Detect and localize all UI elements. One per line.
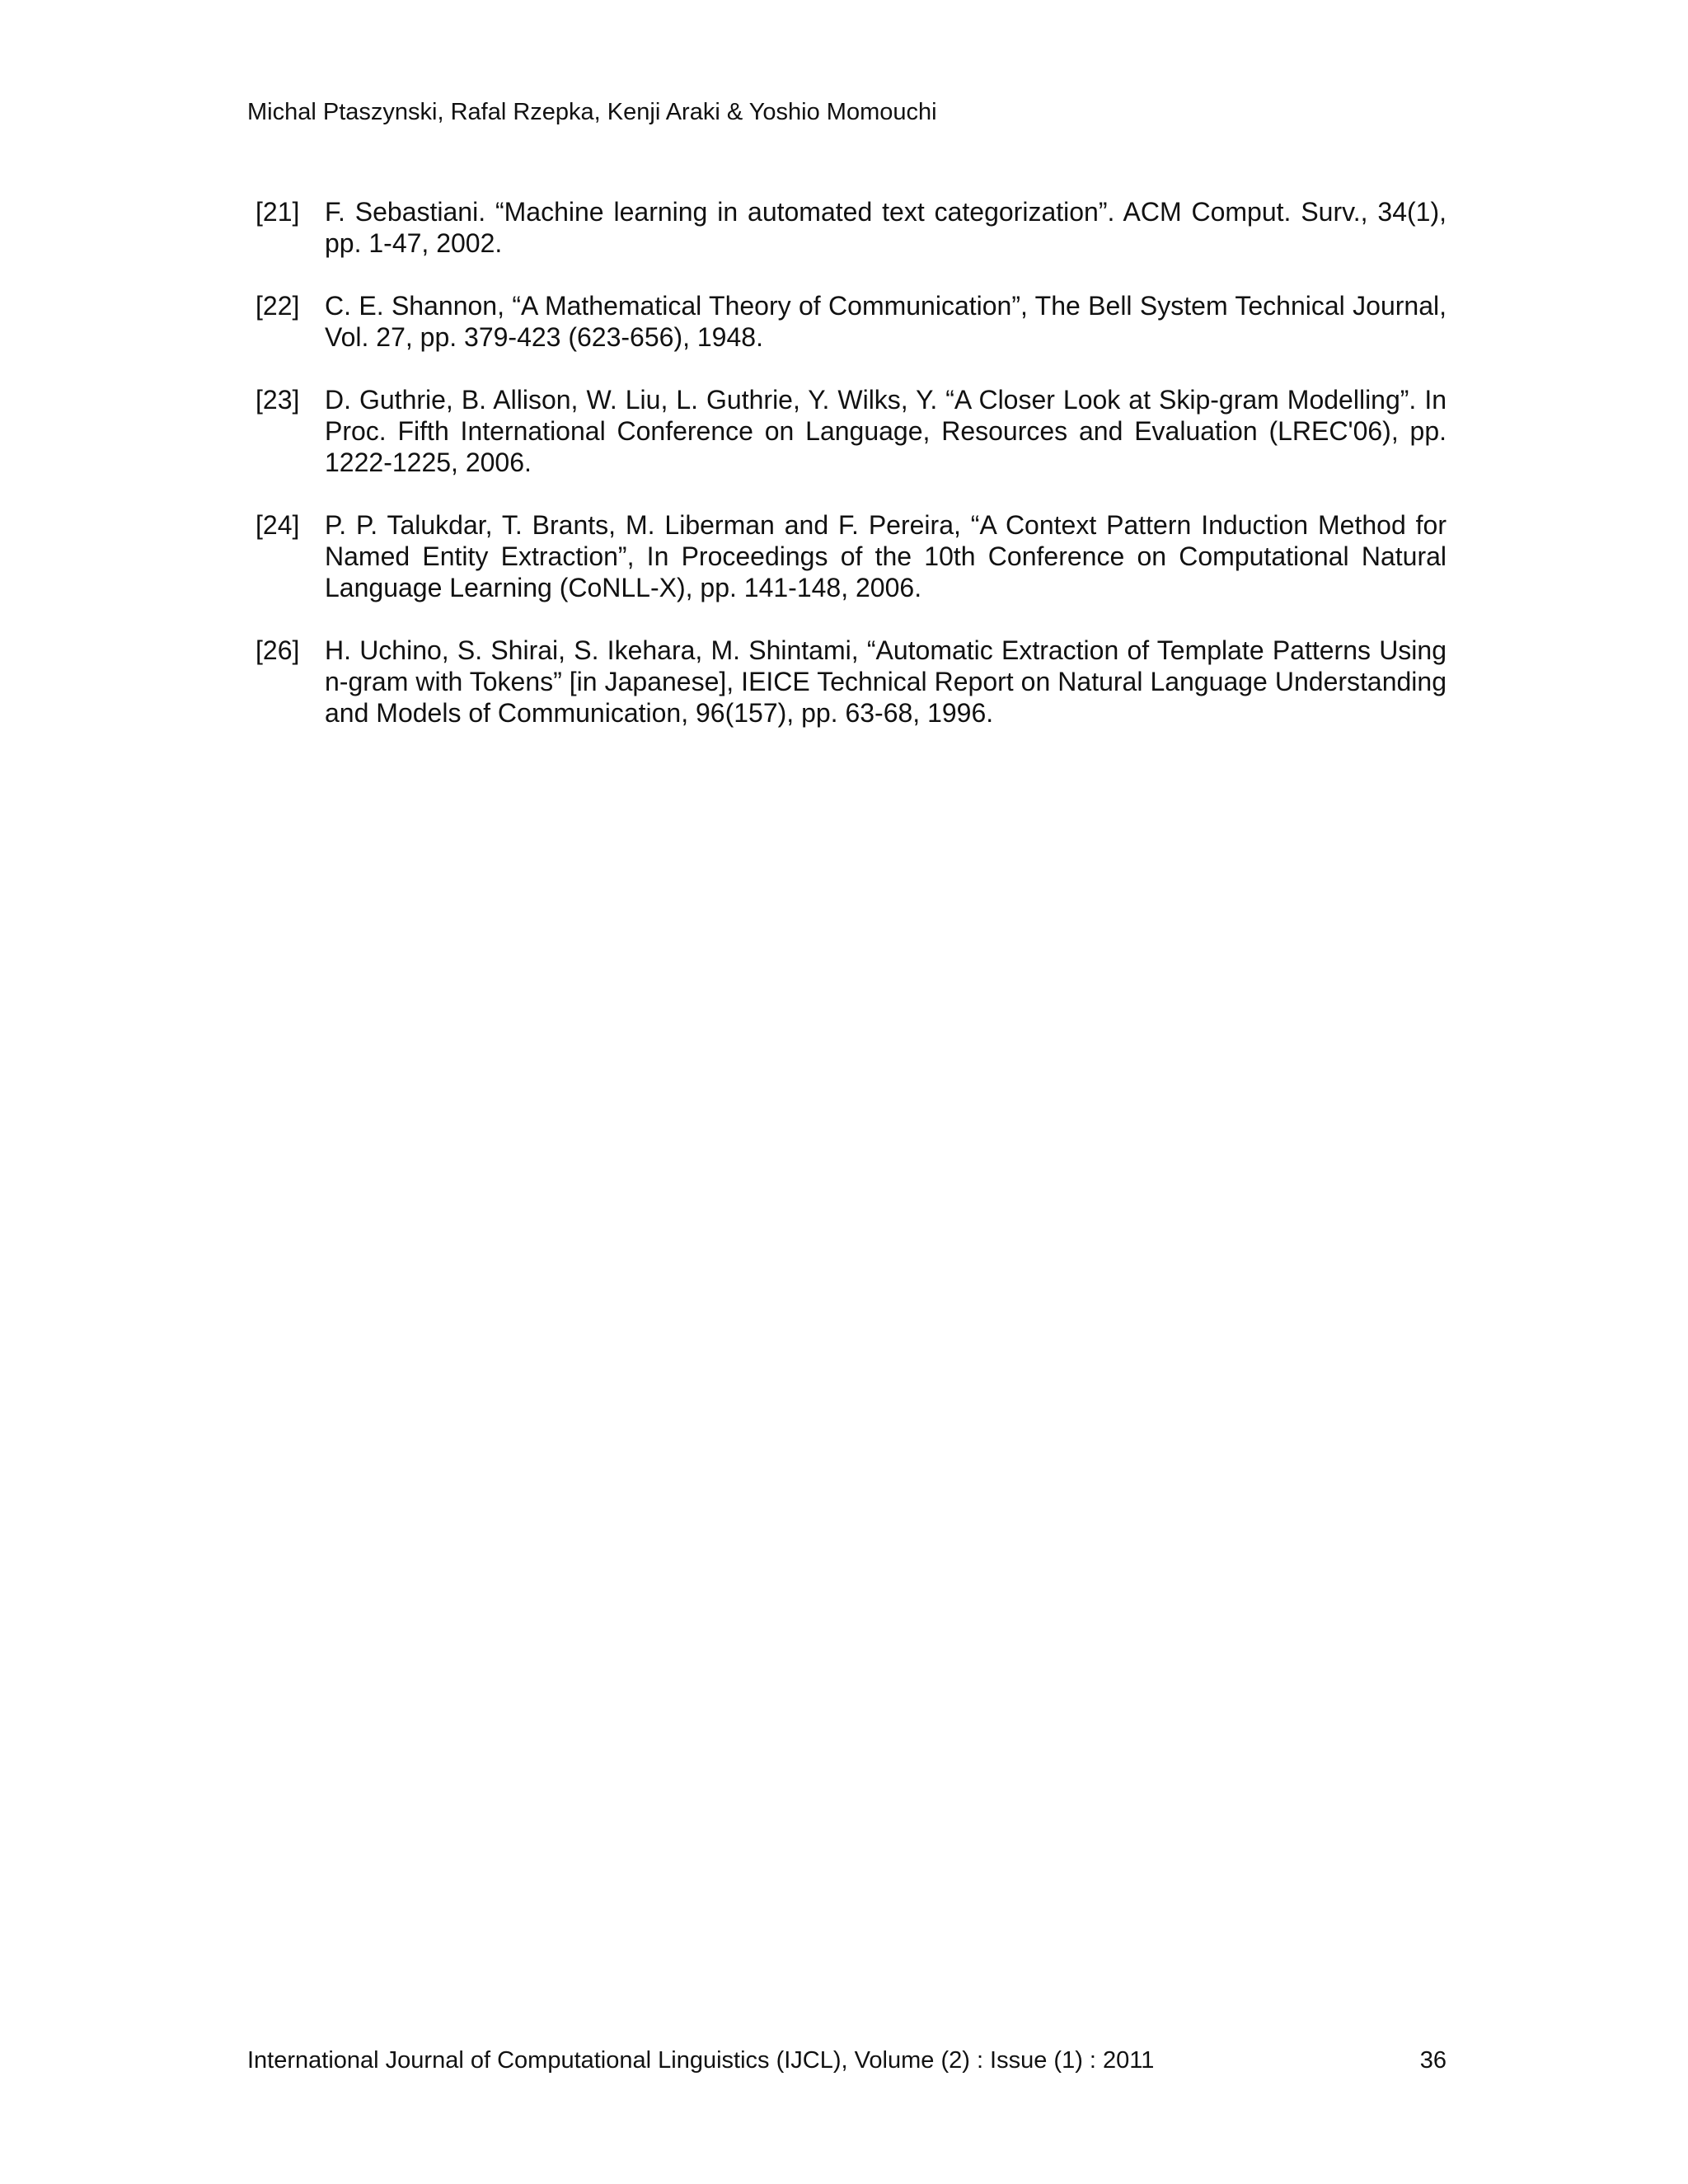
- reference-item: [256, 509, 1447, 603]
- reference-number: [21]: [256, 197, 300, 227]
- footer-journal-citation: International Journal of Computational Linguistics (IJCL), Volume (2) : Issue (1) : 2011: [247, 2047, 1155, 2074]
- running-header-authors: Michal Ptaszynski, Rafal Rzepka, Kenji Araki & Yoshio Momouchi: [247, 99, 937, 125]
- reference-text: C. E. Shannon, “A Mathematical Theory of Communication”, The Bell System Technical Journal, Vol. 27, pp. 379-423 (623-656), 1948.: [325, 291, 1447, 352]
- reference-number: [23]: [256, 385, 300, 415]
- reference-item: [256, 196, 1447, 259]
- reference-text: P. P. Talukdar, T. Brants, M. Liberman and F. Pereira, “A Context Pattern Induction Method for Named Entity Extraction”, In Proceedings of the 10th Conference on Computational Natural Language Learning (CoNLL-X), pp. 141-148, 2006.: [325, 510, 1447, 602]
- reference-item: [256, 384, 1447, 478]
- reference-number: [26]: [256, 635, 300, 665]
- page-number: 36: [1419, 2047, 1447, 2074]
- reference-text: F. Sebastiani. “Machine learning in automated text categorization”. ACM Comput. Surv., 34(1), pp. 1-47, 2002.: [325, 197, 1447, 258]
- reference-item: [256, 290, 1447, 353]
- reference-text: H. Uchino, S. Shirai, S. Ikehara, M. Shintami, “Automatic Extraction of Template Patterns Using n-gram with Tokens” [in Japanese], IEICE Technical Report on Natural Language Understanding and Models of Communication, 96(157), pp. 63-68, 1996.: [325, 635, 1447, 728]
- reference-text: D. Guthrie, B. Allison, W. Liu, L. Guthrie, Y. Wilks, Y. “A Closer Look at Skip-gram Modelling”. In Proc. Fifth International Conference on Language, Resources and Evaluation (LREC'06), pp. 1222-1225, 2006.: [325, 385, 1447, 477]
- reference-list: [256, 196, 1447, 760]
- reference-number: [22]: [256, 291, 300, 321]
- reference-item: [256, 635, 1447, 729]
- reference-number: [24]: [256, 510, 300, 540]
